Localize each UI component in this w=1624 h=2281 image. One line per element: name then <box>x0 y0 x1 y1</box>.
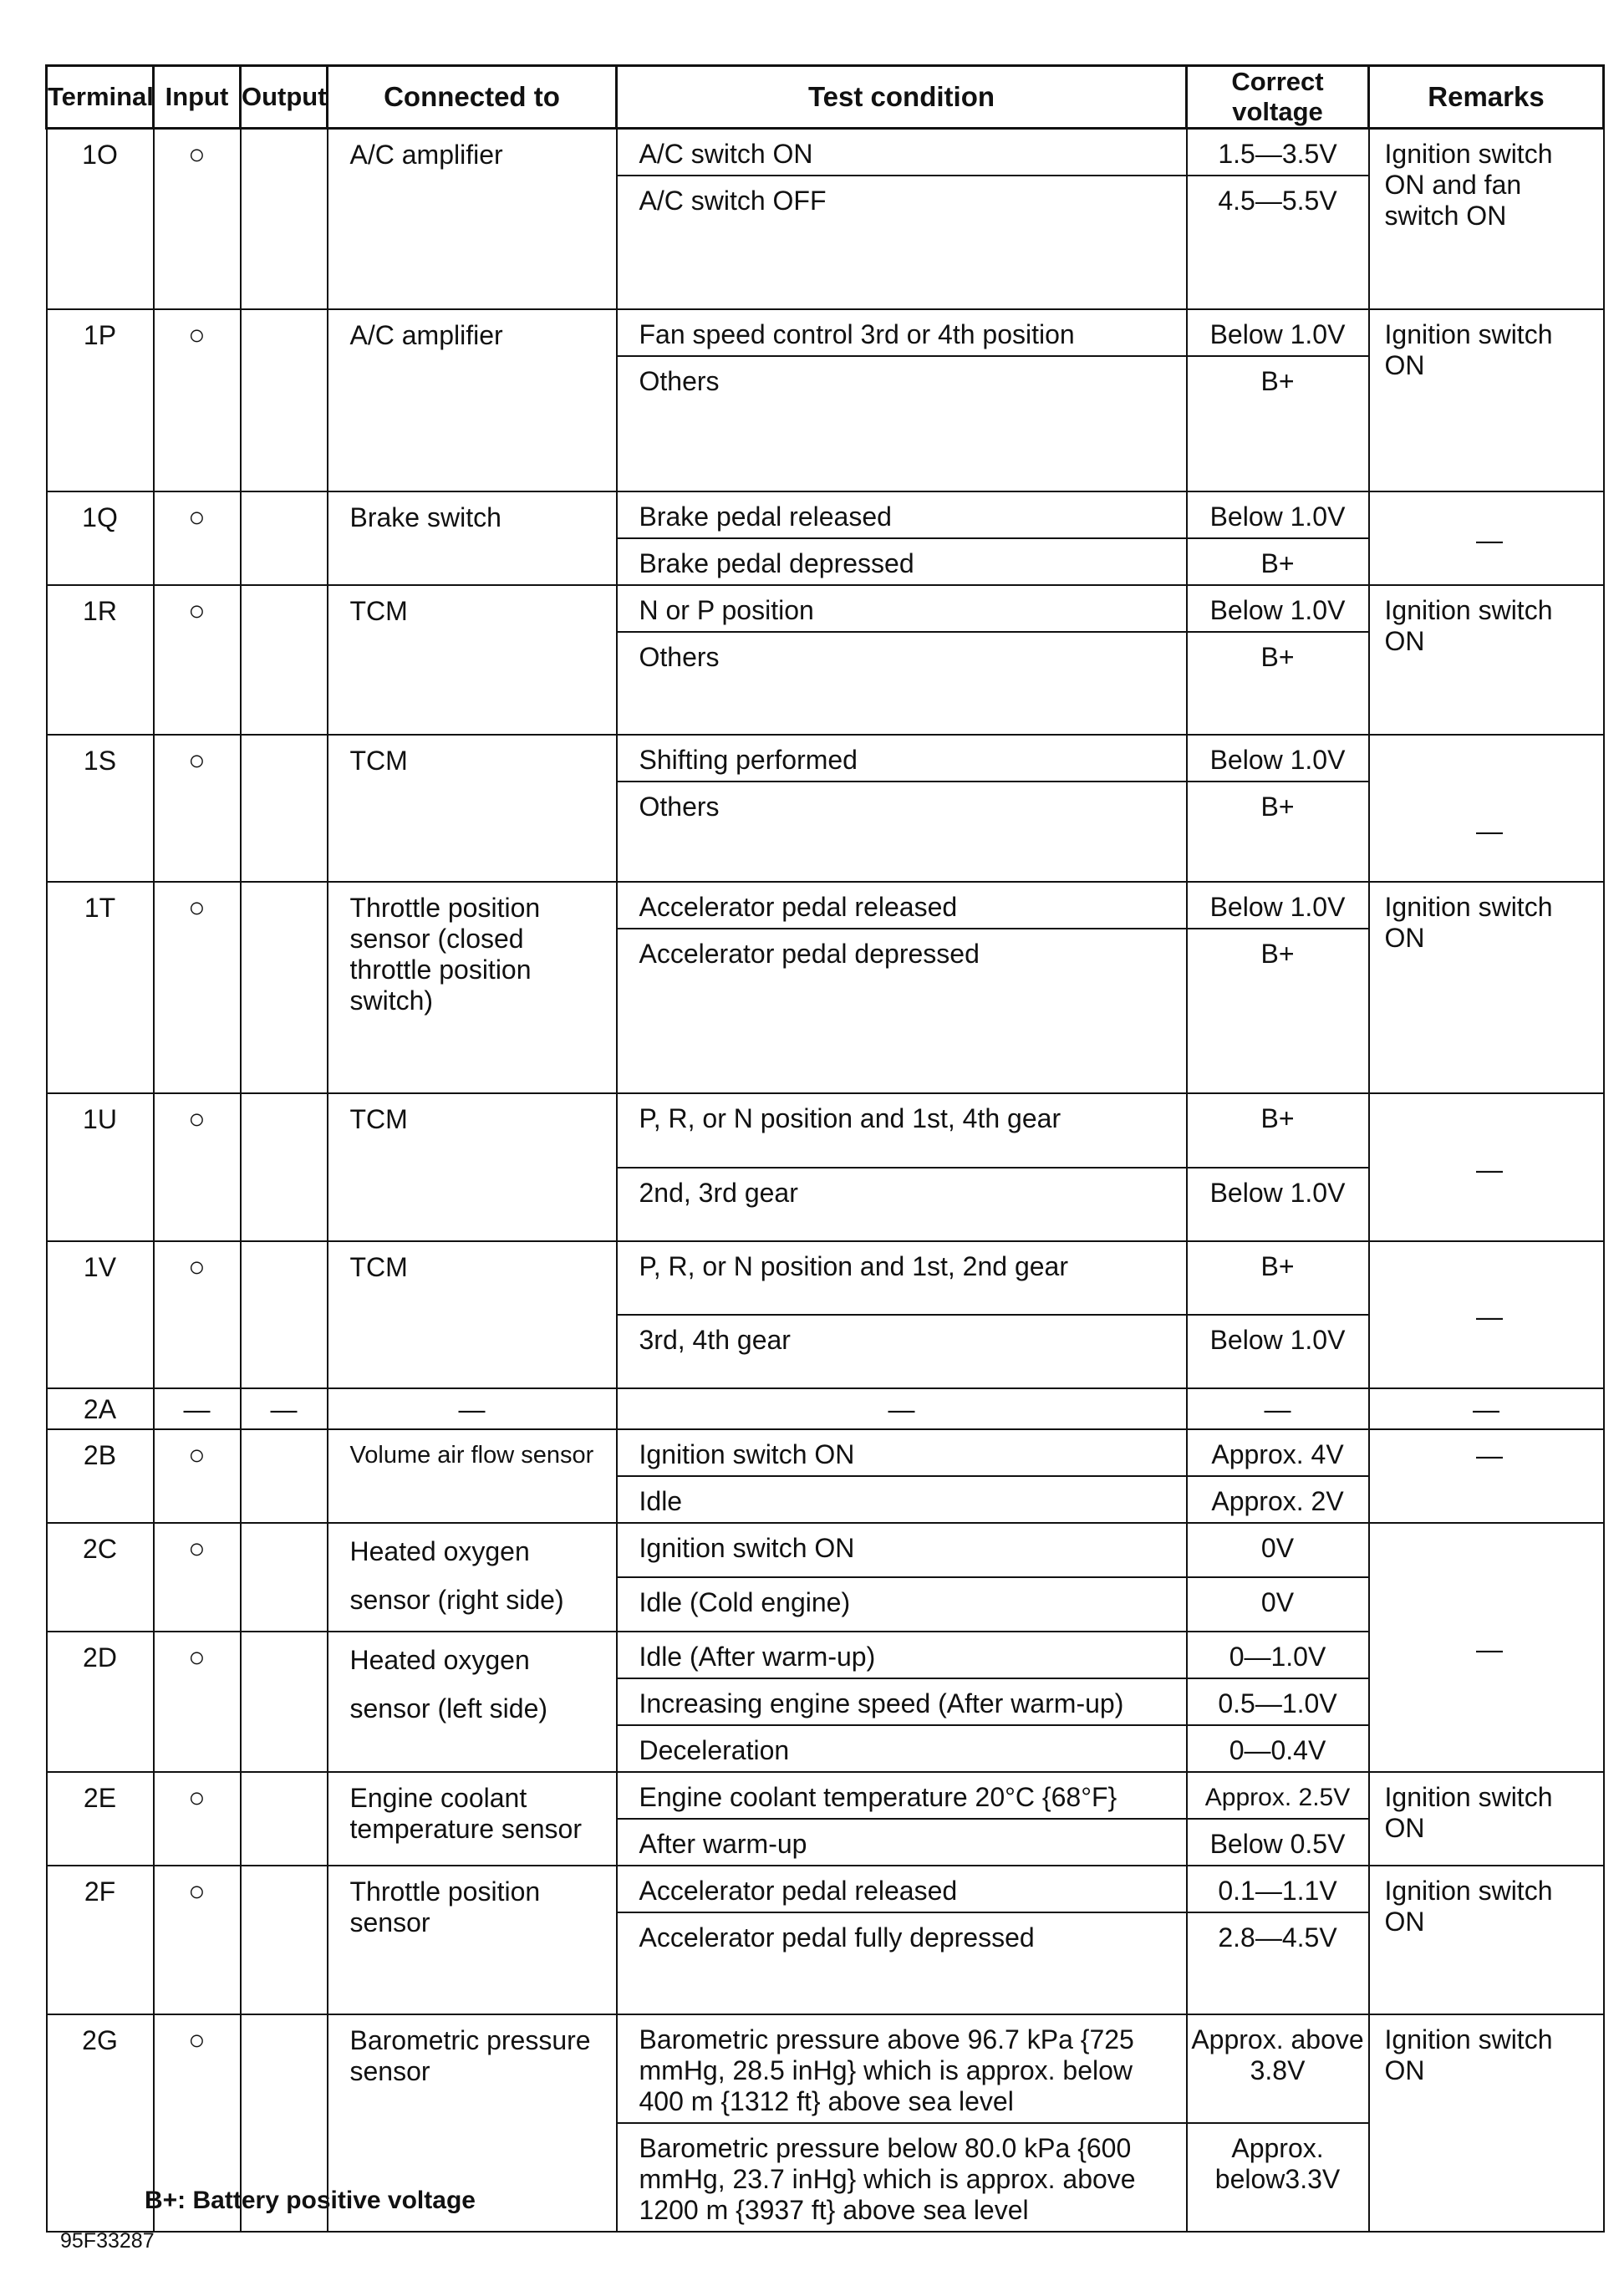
voltage-cell: 2.8—4.5V <box>1187 1912 1369 2014</box>
terminal-cell: 1S <box>47 735 154 882</box>
remarks-cell: Ignition switch ON and fan switch ON <box>1369 129 1604 310</box>
voltage-cell: B+ <box>1187 1093 1369 1168</box>
connected-to-cell: TCM <box>328 1093 617 1241</box>
table-row <box>47 309 1604 356</box>
output-cell <box>241 1429 328 1523</box>
test-condition-cell: Brake pedal released <box>617 491 1187 538</box>
footnote: B+: Battery positive voltage <box>145 2187 476 2214</box>
terminal-cell: 1Q <box>47 491 154 585</box>
output-cell <box>241 309 328 491</box>
test-condition-cell: 3rd, 4th gear <box>617 1315 1187 1388</box>
connected-to-cell: Throttle position sensor <box>328 1866 617 2014</box>
output-cell: — <box>241 1388 328 1429</box>
remarks-cell: Ignition switch ON <box>1369 1866 1604 2014</box>
voltage-cell: Below 1.0V <box>1187 735 1369 782</box>
connected-to-cell: TCM <box>328 585 617 735</box>
table-row <box>47 1388 1604 1429</box>
remarks-cell: Ignition switch ON <box>1369 585 1604 735</box>
test-condition-cell: Brake pedal depressed <box>617 538 1187 585</box>
terminal-voltage-table-container <box>45 64 1602 2233</box>
output-cell <box>241 735 328 882</box>
voltage-cell: Approx. above 3.8V <box>1187 2014 1369 2123</box>
voltage-cell: 0.1—1.1V <box>1187 1866 1369 1912</box>
output-cell <box>241 1866 328 2014</box>
input-cell: ○ <box>154 129 241 310</box>
voltage-cell: Approx. 2V <box>1187 1476 1369 1523</box>
voltage-cell: Below 0.5V <box>1187 1819 1369 1866</box>
header-terminal: Terminal <box>47 66 154 129</box>
remarks-cell: Ignition switch ON <box>1369 882 1604 1093</box>
connected-to-cell: A/C amplifier <box>328 129 617 310</box>
output-cell <box>241 1632 328 1772</box>
test-condition-cell: Barometric pressure above 96.7 kPa {725 mmHg, 28.5 inHg} which is approx. below 400 m {1312 ft} above sea level <box>617 2014 1187 2123</box>
input-cell: ○ <box>154 491 241 585</box>
remarks-cell: Ignition switch ON <box>1369 309 1604 491</box>
terminal-cell: 1O <box>47 129 154 310</box>
test-condition-cell: Idle (After warm-up) <box>617 1632 1187 1678</box>
remarks-cell: — <box>1369 1429 1604 1523</box>
voltage-cell: 0.5—1.0V <box>1187 1678 1369 1725</box>
test-condition-cell: Others <box>617 356 1187 491</box>
voltage-cell: Approx. below3.3V <box>1187 2123 1369 2232</box>
connected-to-cell: Barometric pressure sensor <box>328 2014 617 2232</box>
connected-to-cell: Throttle position sensor (closed throttle position switch) <box>328 882 617 1093</box>
input-cell: — <box>154 1388 241 1429</box>
input-cell: ○ <box>154 1772 241 1866</box>
connected-to-cell: — <box>328 1388 617 1429</box>
input-cell: ○ <box>154 1241 241 1388</box>
test-condition-cell: Idle <box>617 1476 1187 1523</box>
figure-id: 95F33287 <box>60 2229 155 2253</box>
remarks-cell: — <box>1369 735 1604 882</box>
table-row <box>47 129 1604 176</box>
test-condition-cell: Ignition switch ON <box>617 1429 1187 1476</box>
test-condition-cell: P, R, or N position and 1st, 4th gear <box>617 1093 1187 1168</box>
terminal-cell: 1P <box>47 309 154 491</box>
test-condition-cell: Fan speed control 3rd or 4th position <box>617 309 1187 356</box>
table-row <box>47 1866 1604 1912</box>
input-cell: ○ <box>154 1429 241 1523</box>
table-row <box>47 1429 1604 1476</box>
input-cell: ○ <box>154 585 241 735</box>
header-correct-voltage: Correct voltage <box>1187 66 1369 129</box>
connected-to-cell: Heated oxygen sensor (left side) <box>328 1632 617 1772</box>
voltage-cell: Below 1.0V <box>1187 882 1369 929</box>
input-cell: ○ <box>154 309 241 491</box>
terminal-cell: 2A <box>47 1388 154 1429</box>
test-condition-cell: Idle (Cold engine) <box>617 1577 1187 1632</box>
test-condition-cell: — <box>617 1388 1187 1429</box>
voltage-cell: B+ <box>1187 538 1369 585</box>
test-condition-cell: Shifting performed <box>617 735 1187 782</box>
table-row <box>47 1241 1604 1315</box>
connected-to-cell: Volume air flow sensor <box>328 1429 617 1523</box>
connected-to-cell: Heated oxygen sensor (right side) <box>328 1523 617 1632</box>
test-condition-cell: Others <box>617 632 1187 735</box>
header-output: Output <box>241 66 328 129</box>
header-test-condition: Test condition <box>617 66 1187 129</box>
table-row <box>47 735 1604 782</box>
terminal-voltage-table <box>45 64 1605 2233</box>
voltage-cell: Approx. 4V <box>1187 1429 1369 1476</box>
voltage-cell: 0—1.0V <box>1187 1632 1369 1678</box>
remarks-cell: Ignition switch ON <box>1369 1772 1604 1866</box>
test-condition-cell: A/C switch OFF <box>617 176 1187 309</box>
terminal-cell: 1R <box>47 585 154 735</box>
terminal-cell: 1T <box>47 882 154 1093</box>
test-condition-cell: A/C switch ON <box>617 129 1187 176</box>
terminal-cell: 2C <box>47 1523 154 1632</box>
test-condition-cell: Accelerator pedal fully depressed <box>617 1912 1187 2014</box>
voltage-cell: — <box>1187 1388 1369 1429</box>
test-condition-cell: Deceleration <box>617 1725 1187 1772</box>
header-input: Input <box>154 66 241 129</box>
output-cell <box>241 1093 328 1241</box>
test-condition-cell: Accelerator pedal released <box>617 1866 1187 1912</box>
test-condition-cell: After warm-up <box>617 1819 1187 1866</box>
terminal-cell: 1V <box>47 1241 154 1388</box>
terminal-cell: 2F <box>47 1866 154 2014</box>
remarks-cell: — <box>1369 1241 1604 1388</box>
terminal-cell: 2B <box>47 1429 154 1523</box>
header-row <box>47 66 1604 129</box>
connected-to-cell: Brake switch <box>328 491 617 585</box>
voltage-cell: Below 1.0V <box>1187 491 1369 538</box>
remarks-cell: — <box>1369 1093 1604 1241</box>
input-cell: ○ <box>154 1866 241 2014</box>
input-cell: ○ <box>154 1093 241 1241</box>
remarks-cell: — <box>1369 1388 1604 1429</box>
table-row <box>47 1523 1604 1577</box>
voltage-cell: 0—0.4V <box>1187 1725 1369 1772</box>
terminal-cell: 1U <box>47 1093 154 1241</box>
test-condition-cell: Others <box>617 782 1187 882</box>
test-condition-cell: Accelerator pedal depressed <box>617 929 1187 1093</box>
test-condition-cell: 2nd, 3rd gear <box>617 1168 1187 1241</box>
test-condition-cell: N or P position <box>617 585 1187 632</box>
header-remarks: Remarks <box>1369 66 1604 129</box>
input-cell: ○ <box>154 1523 241 1632</box>
voltage-cell: B+ <box>1187 1241 1369 1315</box>
test-condition-cell: Barometric pressure below 80.0 kPa {600 mmHg, 23.7 inHg} which is approx. above 1200 m {3937 ft} above sea level <box>617 2123 1187 2232</box>
voltage-cell: Approx. 2.5V <box>1187 1772 1369 1819</box>
voltage-cell: B+ <box>1187 356 1369 491</box>
terminal-cell: 2E <box>47 1772 154 1866</box>
voltage-cell: Below 1.0V <box>1187 1315 1369 1388</box>
test-condition-cell: Engine coolant temperature 20°C {68°F} <box>617 1772 1187 1819</box>
output-cell <box>241 882 328 1093</box>
remarks-cell: — <box>1369 1523 1604 1772</box>
input-cell: ○ <box>154 735 241 882</box>
voltage-cell: Below 1.0V <box>1187 1168 1369 1241</box>
output-cell <box>241 1241 328 1388</box>
connected-to-cell: A/C amplifier <box>328 309 617 491</box>
output-cell <box>241 491 328 585</box>
connected-to-cell: Engine coolant temperature sensor <box>328 1772 617 1866</box>
table-row <box>47 882 1604 929</box>
header-connected-to: Connected to <box>328 66 617 129</box>
voltage-cell: B+ <box>1187 929 1369 1093</box>
voltage-cell: B+ <box>1187 632 1369 735</box>
table-row <box>47 1093 1604 1168</box>
table-row <box>47 1772 1604 1819</box>
remarks-cell: Ignition switch ON <box>1369 2014 1604 2232</box>
table-row <box>47 491 1604 538</box>
output-cell <box>241 1772 328 1866</box>
input-cell: ○ <box>154 2014 241 2232</box>
input-cell: ○ <box>154 882 241 1093</box>
voltage-cell: B+ <box>1187 782 1369 882</box>
output-cell <box>241 129 328 310</box>
voltage-cell: Below 1.0V <box>1187 309 1369 356</box>
table-row <box>47 2014 1604 2123</box>
table-row <box>47 585 1604 632</box>
test-condition-cell: Ignition switch ON <box>617 1523 1187 1577</box>
terminal-cell: 2D <box>47 1632 154 1772</box>
test-condition-cell: Accelerator pedal released <box>617 882 1187 929</box>
terminal-cell: 2G <box>47 2014 154 2232</box>
voltage-cell: 0V <box>1187 1577 1369 1632</box>
connected-to-cell: TCM <box>328 735 617 882</box>
output-cell <box>241 1523 328 1632</box>
remarks-cell: — <box>1369 491 1604 585</box>
test-condition-cell: Increasing engine speed (After warm-up) <box>617 1678 1187 1725</box>
voltage-cell: 0V <box>1187 1523 1369 1577</box>
test-condition-cell: P, R, or N position and 1st, 2nd gear <box>617 1241 1187 1315</box>
output-cell <box>241 585 328 735</box>
connected-to-cell: TCM <box>328 1241 617 1388</box>
voltage-cell: 1.5—3.5V <box>1187 129 1369 176</box>
voltage-cell: Below 1.0V <box>1187 585 1369 632</box>
voltage-cell: 4.5—5.5V <box>1187 176 1369 309</box>
input-cell: ○ <box>154 1632 241 1772</box>
